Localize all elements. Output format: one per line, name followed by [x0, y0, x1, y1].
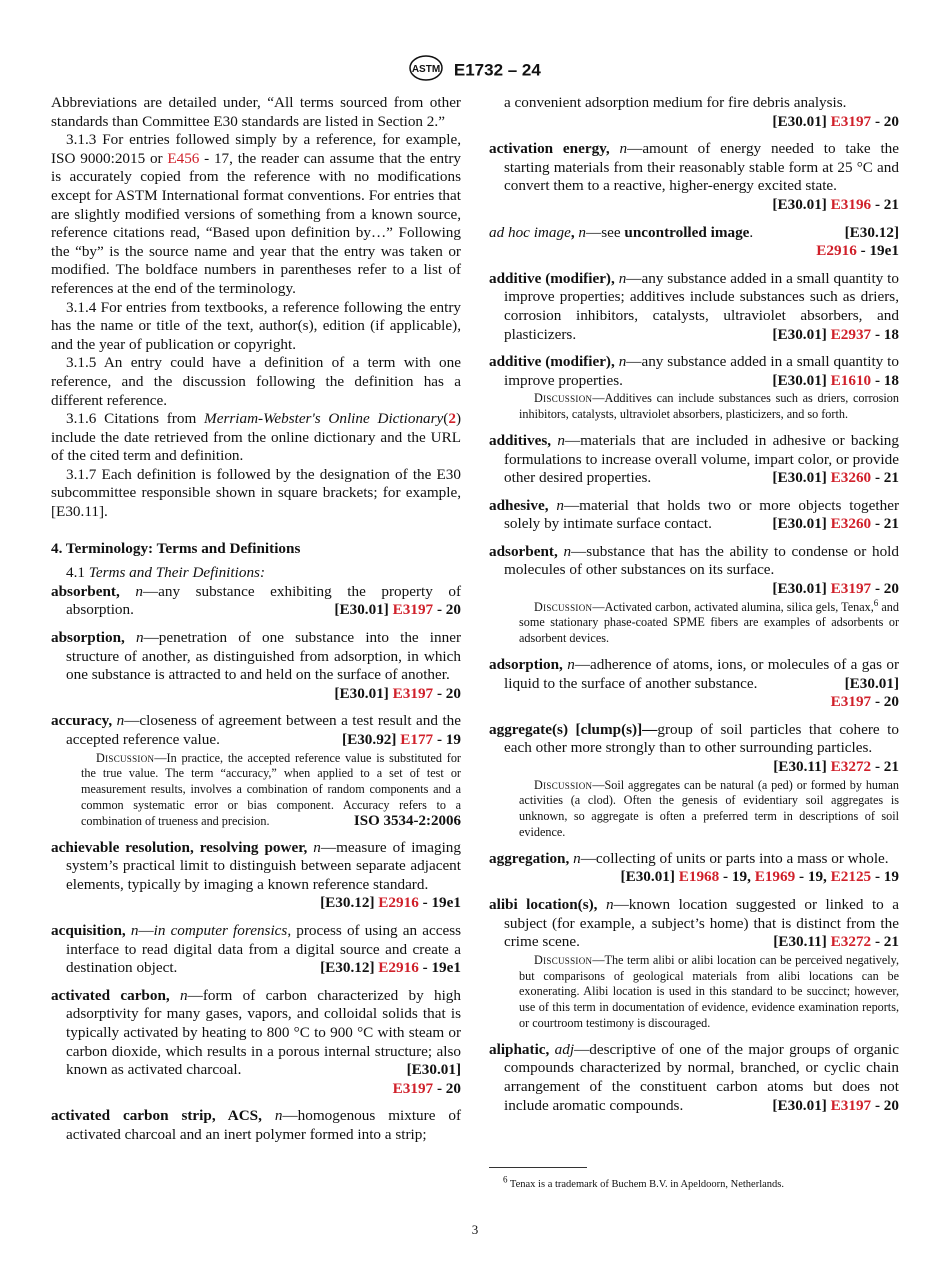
term-entry-adhesive: adhesive, n—material that holds two or more objects together solely by intimate surface contact. [E30.01] E3260 - 21 — [489, 496, 899, 533]
ref-link[interactable]: E2125 — [830, 868, 872, 886]
ref-link[interactable]: E3260 — [830, 515, 872, 533]
paragraph-abbreviations: Abbreviations are detailed under, “All terms sourced from other standards than Committee E30 standards are listed in Section 2.” — [51, 94, 461, 130]
svg-text:ASTM: ASTM — [411, 64, 441, 75]
footnote-divider — [489, 1167, 587, 1168]
paragraph-3-1-6: 3.1.6 Citations from Merriam-Webster's Online Dictionary(2) include the date retrieved from the online dictionary and the URL of the cited term and definition. — [51, 410, 462, 465]
paragraph-3-1-5: 3.1.5 An entry could have a definition of a term with one reference, and the discussion following the definition has a different reference. — [51, 354, 461, 409]
term-entry-activated-carbon: activated carbon, n—form of carbon characterized by high adsorptivity for many gases, vapors, and colloidal solids that is typically activated by heating to 800 °C to 900 °C with steam or carbon dioxide, which results in a porous internal structure; also known as activated charcoal. [E30.01] E3197 - 20 — [51, 986, 461, 1097]
ref-link[interactable]: E3197 — [392, 684, 434, 702]
ref-link[interactable]: E1610 — [830, 371, 872, 389]
ref-link-e456[interactable]: E456 — [167, 149, 200, 167]
ref-link[interactable]: E3197 — [830, 693, 872, 711]
right-column — [489, 94, 899, 1115]
ref-link[interactable]: E1968 — [678, 868, 720, 886]
ref-link[interactable]: E3272 — [830, 758, 872, 776]
ref-link[interactable]: E2937 — [830, 325, 872, 343]
ref-link[interactable]: E2916 — [378, 894, 419, 912]
subsection-heading: 4.1 Terms and Their Definitions: — [66, 564, 266, 582]
discussion-note: Discussion—The term alibi or alibi location can be perceived negatively, but comparisons of geological materials from alibi locations can be exonerating. Alibi location is used in this standard to be succinct; however, use of this term in documentation of evidence, evidence examination reports, or courtroom testimony is discouraged. — [519, 952, 899, 1030]
term-entry-achievable-resolution: achievable resolution, resolving power, n—measure of imaging system’s practical limit to distinguish between separate adjacent elements, typically by imaging a known reference standard. [E30.12] E2916 - 19e1 — [51, 838, 461, 912]
ref-link[interactable]: E3197 — [392, 601, 434, 619]
ref-link[interactable]: E3272 — [830, 933, 872, 951]
discussion-note: Discussion—In practice, the accepted reference value is substituted for the true value. The term “accuracy,” when applied to a set of test or measurement results, involves a combination of random components and a common systematic error or bias component. Accuracy refers to a combination of trueness and precision. ISO 3534-2:2006 — [81, 750, 461, 829]
discussion-note: Discussion—Additives can include substances such as driers, corrosion inhibitors, catalysts, ultraviolet absorbers, plasticizers, and so forth. — [519, 391, 899, 422]
section-heading: 4. Terminology: Terms and Definitions — [51, 539, 301, 557]
term-entry-ad-hoc-image: ad hoc image, n—see uncontrolled image. [E30.12] E2916 - 19e1 — [489, 223, 899, 260]
term-entry-absorbent: absorbent, n—any substance exhibiting the property of absorption. [E30.01] E3197 - 20 — [51, 582, 462, 619]
term-entry-additive-2: additive (modifier), n—any substance added in a small quantity to improve properties. [E30.01] E1610 - 18 Discussion—Additives can include substances such as driers, corrosion inhibitors, catalysts, ultraviolet absorbers, plasticizers, and so forth. — [489, 353, 899, 422]
page-header — [0, 55, 950, 86]
ref-link[interactable]: E2916 — [816, 242, 857, 260]
paragraph-3-1-4: 3.1.4 For entries from textbooks, a reference following the entry has the name or title of the text, author(s), edition (if applicable), and the year of publication or copyright. — [51, 298, 461, 353]
page-number: 3 — [471, 1222, 479, 1237]
term-entry-absorption: absorption, n—penetration of one substance into the inner structure of another, as distinguished from adsorption, in which one substance is attracted to and held on the surface of another. [E30.01] E3197 - 20 — [51, 629, 462, 702]
term-entry-aggregate: aggregate(s) [clump(s)]—group of soil particles that cohere to each other more strongly than to other surrounding particles. [E30.11] E3272 - 21 Discussion—Soil aggregates can be natural (a ped) or formed by human activities (a clod). Often the genesis of evidentiary soil aggregates is unknown, so aggregate is often a preferred term in descriptions of soil evidence. — [489, 720, 899, 839]
term-entry-aggregation: aggregation, n—collecting of units or parts into a mass or whole. [E30.01] E1968 - 19, E1969 - 19, E2125 - 19 — [489, 849, 899, 886]
ref-link[interactable]: E3260 — [830, 469, 872, 487]
term-entry-activation-energy: activation energy, n—amount of energy needed to take the starting materials from their reasonably stable form at 25 °C and convert them to a reactive, higher-energy excited state. [E30.01] E3196 - 21 — [489, 140, 900, 213]
term-entry-adsorption: adsorption, n—adherence of atoms, ions, or molecules of a gas or liquid to the surface of another substance. [E30.01] E3197 - 20 — [489, 656, 900, 711]
ref-link[interactable]: E3197 — [392, 1079, 434, 1097]
term-entry-accuracy: accuracy, n—closeness of agreement between a test result and the accepted reference value. [E30.92] E177 - 19 Discussion—In practice, the accepted reference value is substituted for the true value. The term “accuracy,” when applied to a set of test or measurement results, involves a combination of random components and a common systematic error or bias component. Accuracy refers to a combination of trueness and precision. ISO 3534-2:2006 — [51, 712, 461, 829]
ref-link[interactable]: E3197 — [830, 112, 872, 130]
ref-link-2[interactable]: 2 — [448, 410, 456, 428]
term-entry-additives: additives, n—materials that are included in adhesive or backing formulations to increase overall volume, impart color, or provide other desired properties. [E30.01] E3260 - 21 — [489, 431, 899, 487]
ref-link[interactable]: E1969 — [754, 868, 796, 886]
left-column — [51, 94, 461, 1144]
ref-link[interactable]: E177 — [400, 731, 434, 748]
discussion-note: Discussion—Soil aggregates can be natural (a ped) or formed by human activities (a clod). Often the genesis of evidentiary soil aggregates is unknown, so aggregate is often a preferred term in descriptions of soil evidence. — [519, 777, 899, 839]
ref-link[interactable]: E3196 — [830, 195, 872, 213]
standard-designation: E1732 – 24 — [453, 60, 541, 80]
paragraph-3-1-7: 3.1.7 Each definition is followed by the designation of the E30 subcommittee responsible shown in square brackets; for example, [E30.11]. — [51, 465, 461, 521]
discussion-note: Discussion—Activated carbon, activated alumina, silica gels, Tenax,$^6$ and some stationary phase-coated SPME fibers are examples of adsorbents or adsorbent devices. — [519, 597, 899, 646]
term-entry-aliphatic: aliphatic, adj—descriptive of one of the major groups of organic compounds characterized by normal, branched, or cyclic chain arrangement of the constituent carbon atoms but does not include aromatic compounds. [E30.01] E3197 - 20 — [489, 1040, 899, 1114]
ref-link[interactable]: E3197 — [830, 580, 872, 598]
term-entry-activated-carbon-strip-continued: a convenient adsorption medium for fire debris analysis. [E30.01] E3197 - 20 — [504, 94, 899, 130]
ref-link[interactable]: E2916 — [378, 959, 419, 977]
term-entry-alibi-location: alibi location(s), n—known location suggested or linked to a subject (for example, a subject’s home) that is distinct from the crime scene. [E30.11] E3272 - 21 Discussion—The term alibi or alibi location can be perceived negatively, but comparisons of geological materials from alibi locations can be exonerating. Alibi location is used in this standard to be succinct; however, use of this term in documentation of evidence, evidence examination reports, or courtroom testimony is discouraged. — [489, 895, 899, 1030]
term-entry-additive-1: additive (modifier), n—any substance added in a small quantity to improve properties; additives include substances such as driers, corrosion inhibitors, catalysts, ultraviolet absorbers, and plasticizers. [E30.01] E2937 - 18 — [489, 269, 899, 343]
ref-link[interactable]: E3197 — [830, 1096, 872, 1114]
term-entry-adsorbent: adsorbent, n—substance that has the ability to condense or hold molecules of other substances on its surface. [E30.01] E3197 - 20 Discussion—Activated carbon, activated alumina, silica gels, Tenax,$^6$ and some stationary phase-coated SPME fibers are examples of adsorbents or adsorbent devices. — [489, 542, 899, 646]
paragraph-3-1-3: 3.1.3 For entries followed simply by a reference, for example, ISO 9000:2015 or E456 - 17, the reader can assume that the entry is accurately copied from the reference with no modifications except for ASTM International format conventions. For entries that are slightly modified versions of something from a known source, reference citations read, “Based upon definition by…” Following the “by” is the source name and year that the entry was taken or modified. The boldface numbers in parentheses refer to a list of references at the end of the terminology. — [51, 131, 461, 297]
term-entry-acquisition: acquisition, n—in computer forensics, process of using an access interface to read digital data from a digital source and create a destination object. [E30.12] E2916 - 19e1 — [51, 921, 462, 977]
footnote: $^6$ Tenax is a trademark of Buchem B.V. in Apeldoorn, Netherlands. — [503, 1174, 784, 1190]
term-entry-activated-carbon-strip: activated carbon strip, ACS, n—homogenous mixture of activated charcoal and an inert polymer formed into a strip; — [51, 1107, 462, 1143]
astm-logo-icon — [409, 55, 443, 86]
